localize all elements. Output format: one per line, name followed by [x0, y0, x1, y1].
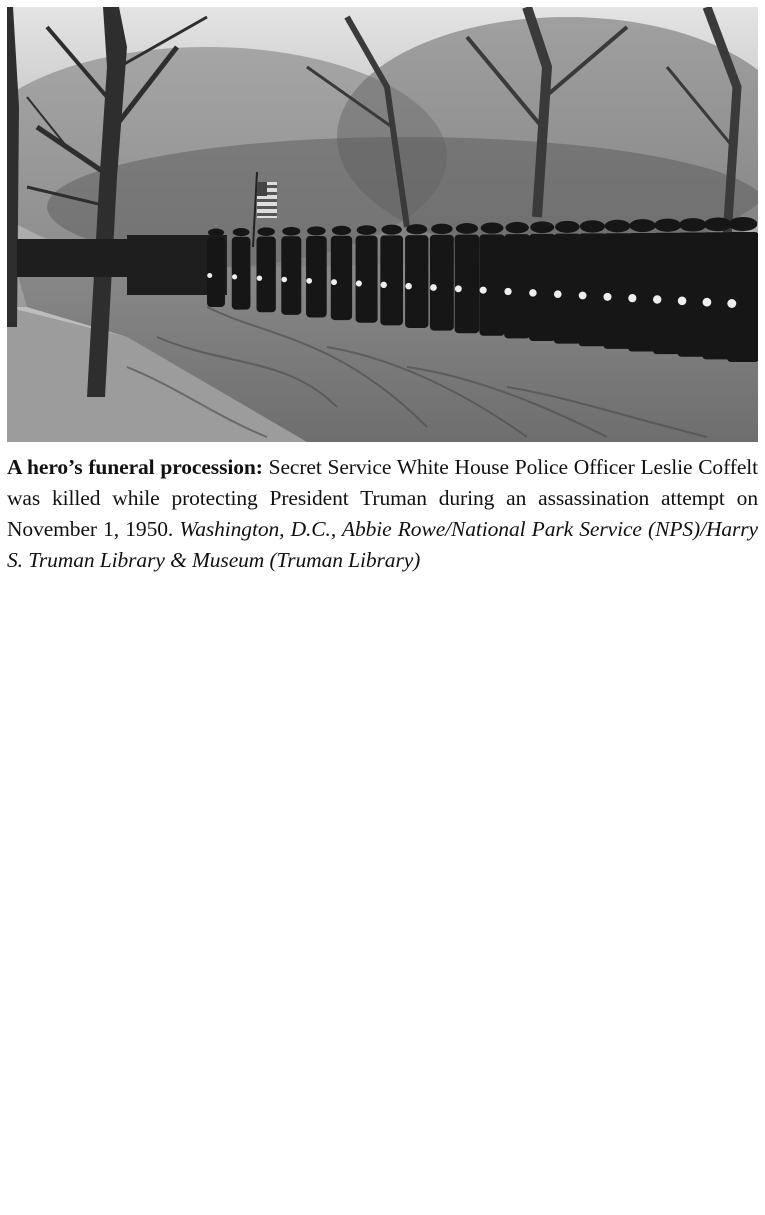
procession-photo	[7, 7, 758, 442]
caption-lead: A hero’s funeral procession:	[7, 455, 263, 479]
procession-photo-illustration	[7, 7, 758, 442]
photo-caption	[7, 452, 758, 576]
caption-credit: Washington, D.C., Abbie Rowe/National Park Service (NPS)/Harry S. Truman Library & Museum (Truman Library)	[7, 517, 758, 572]
caption-body: Secret Service White House Police Officer Leslie Coffelt was killed while protecting President Truman during an assassination attempt on November 1, 1950.	[7, 455, 759, 541]
